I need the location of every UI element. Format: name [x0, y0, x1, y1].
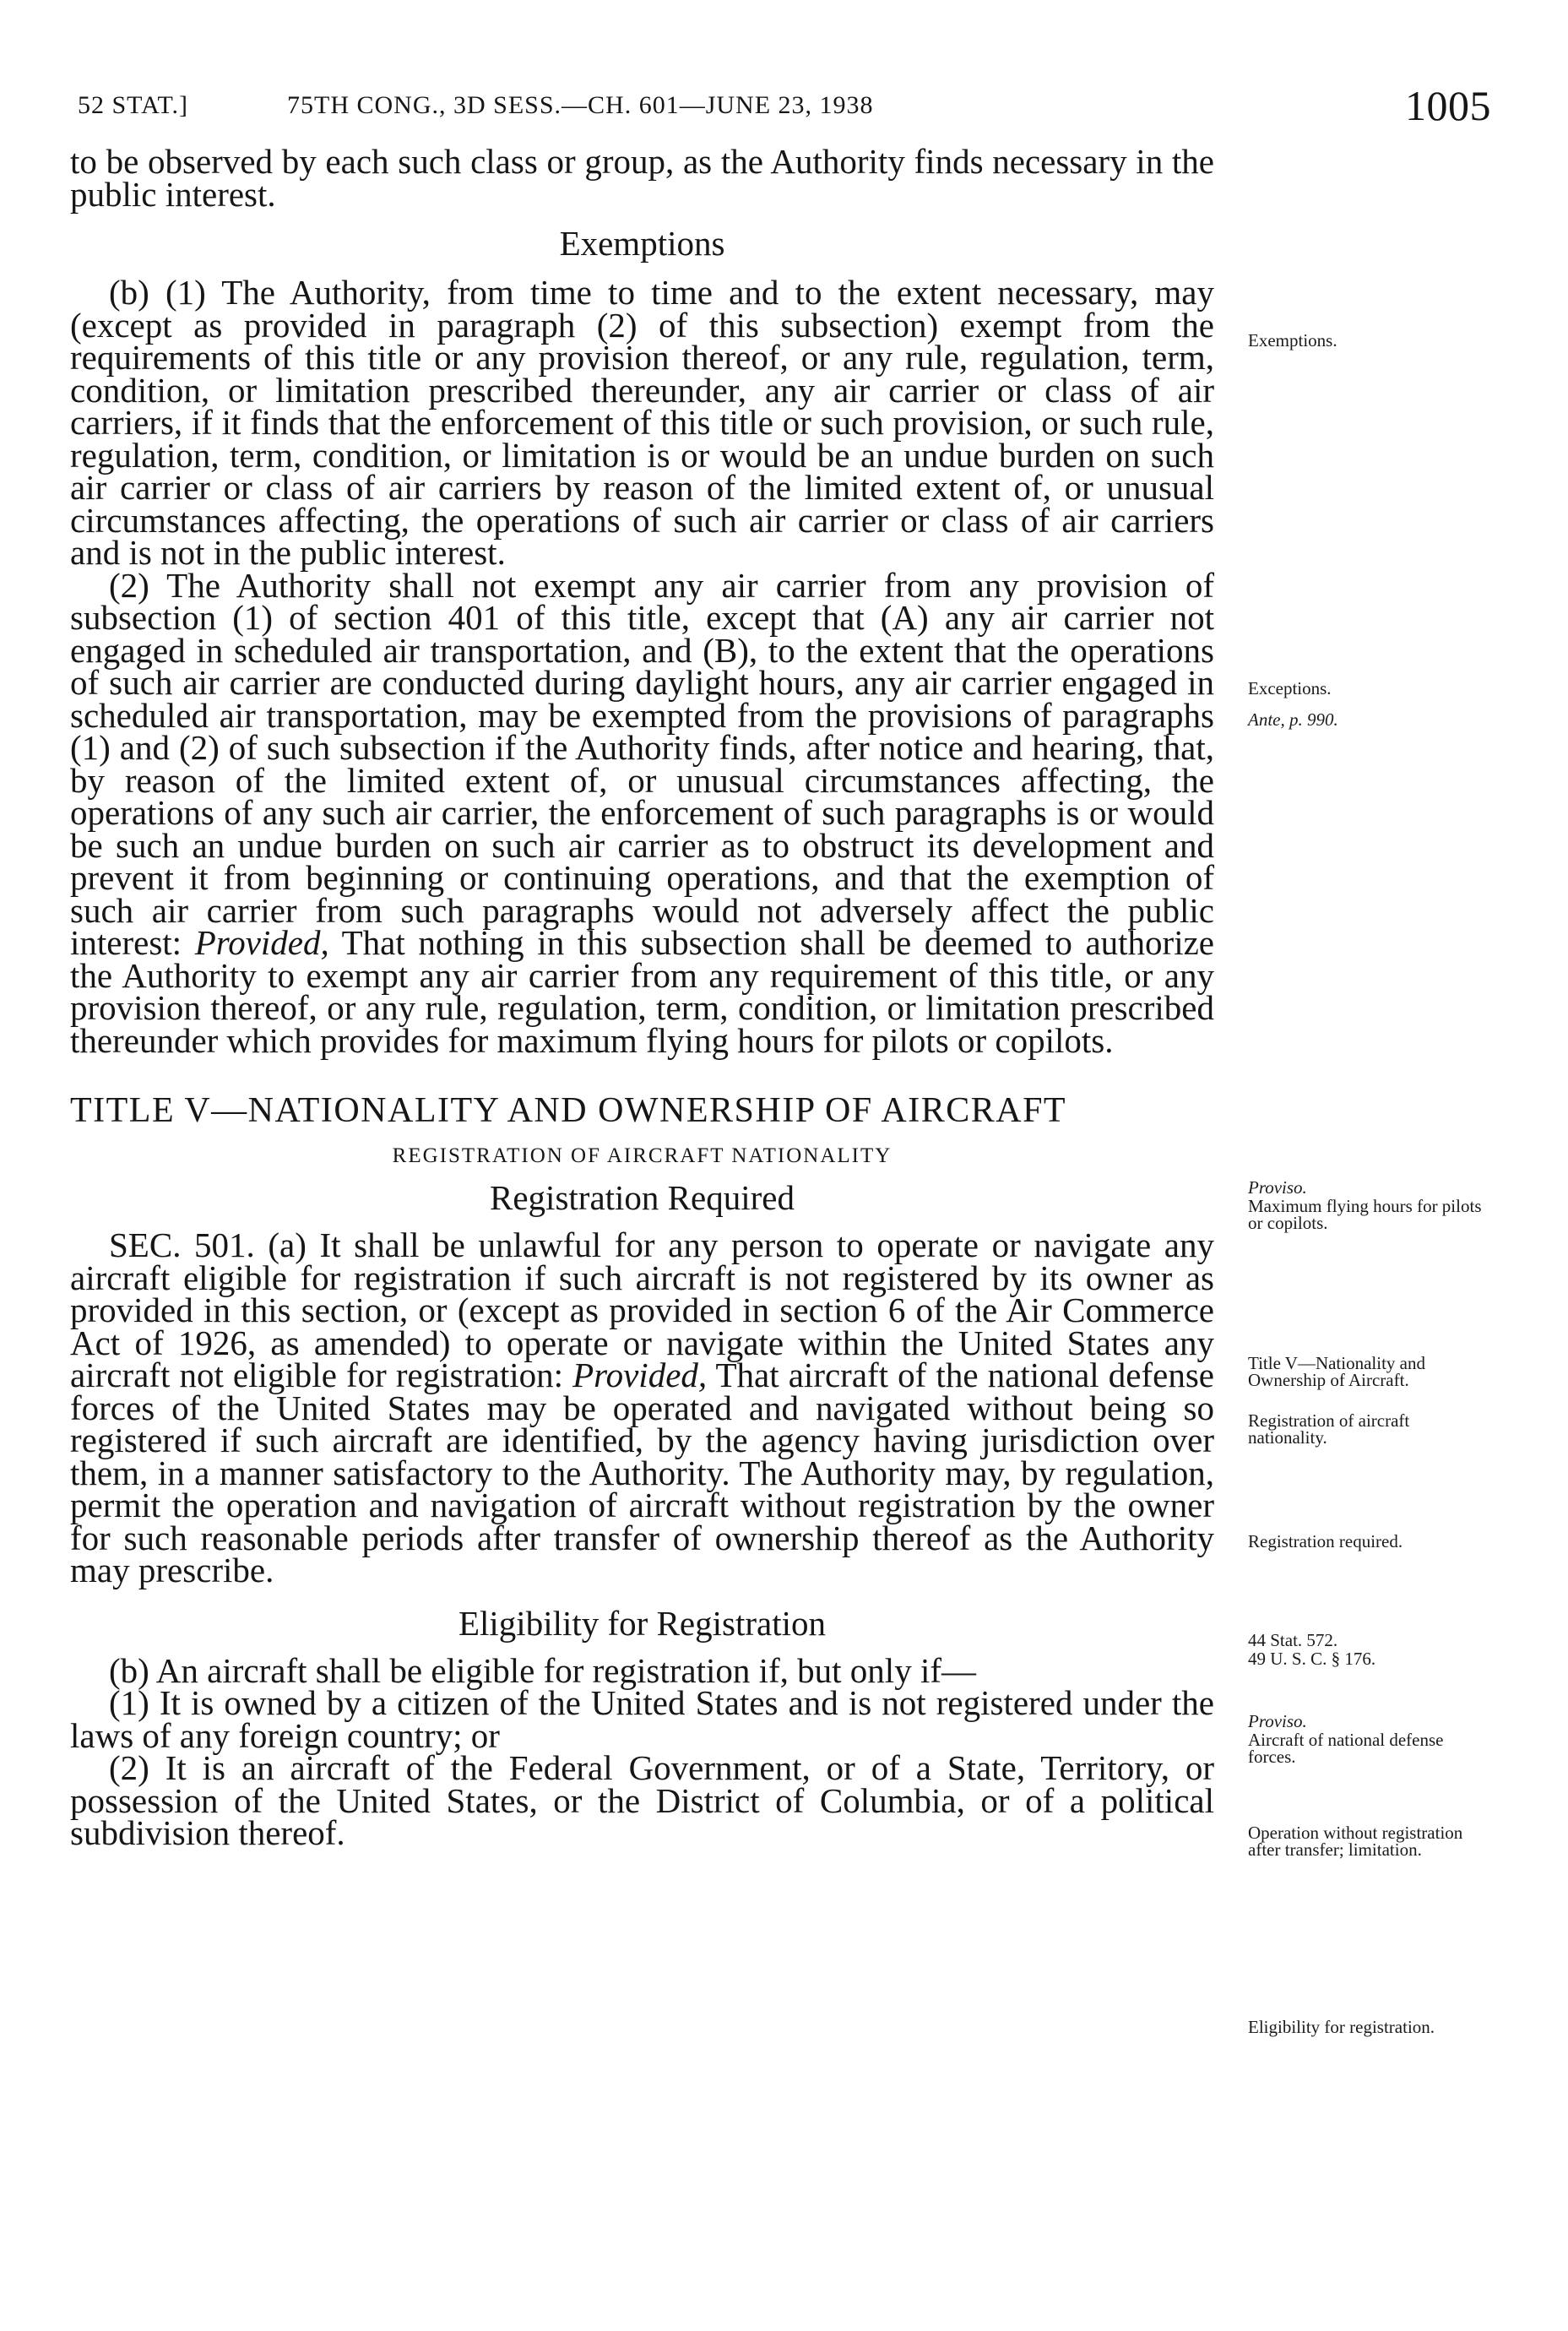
note-registration-nationality: Registration of aircraft nationality.	[1248, 1410, 1410, 1448]
note-title-v: Title V—Nationality and Ownership of Aircraft.	[1248, 1353, 1425, 1390]
note-exemptions: Exemptions.	[1248, 330, 1337, 350]
note-max-flying: Maximum flying hours for pilots or copilots.	[1248, 1196, 1482, 1233]
section-501-a	[70, 1225, 1214, 1589]
note-proviso-2: Proviso.	[1248, 1711, 1307, 1731]
note-ante: Ante, p. 990.	[1248, 709, 1338, 730]
eligibility-2: (2) It is an aircraft of the Federal Government, or of a State, Territory, or possession of the United States, or the District of Columbia, or of a political subdivision thereof.	[70, 1748, 1214, 1852]
header-session: 75TH CONG., 3D SESS.—CH. 601—JUNE 23, 1938	[287, 91, 874, 119]
provided-1: Provided,	[194, 923, 329, 962]
note-defense-forces: Aircraft of national defense forces.	[1248, 1730, 1444, 1767]
paragraph-b1: (b) (1) The Authority, from time to time and to the extent necessary, may (except as provided in paragraph (2) of this subsection) exempt from the requirements of this title or any provision thereof, or any rule, regulation, term, condition, or limitation prescribed thereunder, any air carrier or class of air carriers, if it finds that the enforcement of this title or such provision, or such rule, regulation, term, condition, or limitation is or would be an undue burden on such air carrier or class of air carriers by reason of the limited extent of, or unusual circumstances affecting, the operations of such air carrier or class of air carriers and is not in the public interest.	[70, 273, 1214, 572]
exemptions-heading: Exemptions	[559, 224, 725, 263]
paragraph-2	[70, 565, 1214, 1060]
paragraph-2-part-a: (2) The Authority shall not exempt any air carrier from any provision of subsection (1) of section 401 of this title, except that (A) any air carrier not engaged in scheduled air transportation, and (B), to the extent that the operations of such air carrier are conducted during daylight hours, any air carrier engaged in scheduled air transportation, may be exempted from the provisions of paragraphs (1) and (2) of such subsection if the Authority finds, after notice and hearing, that, by reason of the limited extent of, or unusual circumstances affecting, the operations of any such air carrier, the enforcement of such paragraphs is or would be such an undue burden on such air carrier as to obstruct its development and prevent it from beginning or continuing operations, and that the exemption of such air carrier from such paragraphs would not adversely affect the public interest:	[70, 565, 1214, 962]
section-501-a-part-2: That aircraft of the national defense forces of the United States may be operated and navigated without being so registered if such aircraft are identified, by the agency having jurisdiction over them, in a manner satisfactory to the Authority. The Authority may, by regulation, permit the operation and navigation of aircraft without registration by the owner for such reasonable periods after transfer of ownership thereof as the Authority may prescribe.	[70, 1356, 1214, 1589]
page-number: 1005	[1405, 82, 1491, 129]
eligibility-b: (b) An aircraft shall be eligible for registration if, but only if—	[109, 1650, 976, 1690]
continuation-paragraph: to be observed by each such class or group, as the Authority finds necessary in the public interest.	[70, 142, 1214, 214]
body-text-column	[70, 142, 1214, 1852]
provided-2: Provided,	[572, 1356, 708, 1394]
title-v-heading: TITLE V—NATIONALITY AND OWNERSHIP OF AIRCRAFT	[70, 1091, 1067, 1130]
note-registration-required: Registration required.	[1248, 1531, 1403, 1551]
header-volume: 52 STAT.]	[78, 91, 189, 119]
section-label: SEC. 501.	[109, 1225, 255, 1264]
registration-subheading: REGISTRATION OF AIRCRAFT NATIONALITY	[392, 1144, 893, 1167]
paragraph-2-part-b: That nothing in this subsection shall be deemed to authorize the Authority to exempt any air carrier from any requirement of this title, or any provision thereof, or any rule, regulation, term, condition, or limitation prescribed thereunder which provides for maximum flying hours for pilots or copilots.	[70, 923, 1214, 1060]
eligibility-heading: Eligibility for Registration	[458, 1603, 826, 1643]
note-operation-without-registration: Operation without registration after transfer; limitation.	[1248, 1823, 1463, 1860]
eligibility-1: (1) It is owned by a citizen of the United States and is not registered under the laws of any foreign country; or	[70, 1683, 1214, 1755]
note-proviso-1: Proviso.	[1248, 1177, 1307, 1198]
note-exceptions: Exceptions.	[1248, 678, 1332, 698]
registration-required-heading: Registration Required	[490, 1178, 795, 1217]
note-usc-ref: 49 U. S. C. § 176.	[1248, 1649, 1376, 1669]
section-501-a-part-1: (a) It shall be unlawful for any person to operate or navigate any aircraft eligible for registration if such aircraft is not registered by its owner as provided in this section, or (except as provided in section 6 of the Air Commerce Act of 1926, as amended) to operate or navigate within the United States any aircraft not eligible for registration:	[70, 1225, 1214, 1394]
note-stat-ref: 44 Stat. 572.	[1248, 1630, 1338, 1650]
note-eligibility: Eligibility for registration.	[1248, 2017, 1435, 2037]
